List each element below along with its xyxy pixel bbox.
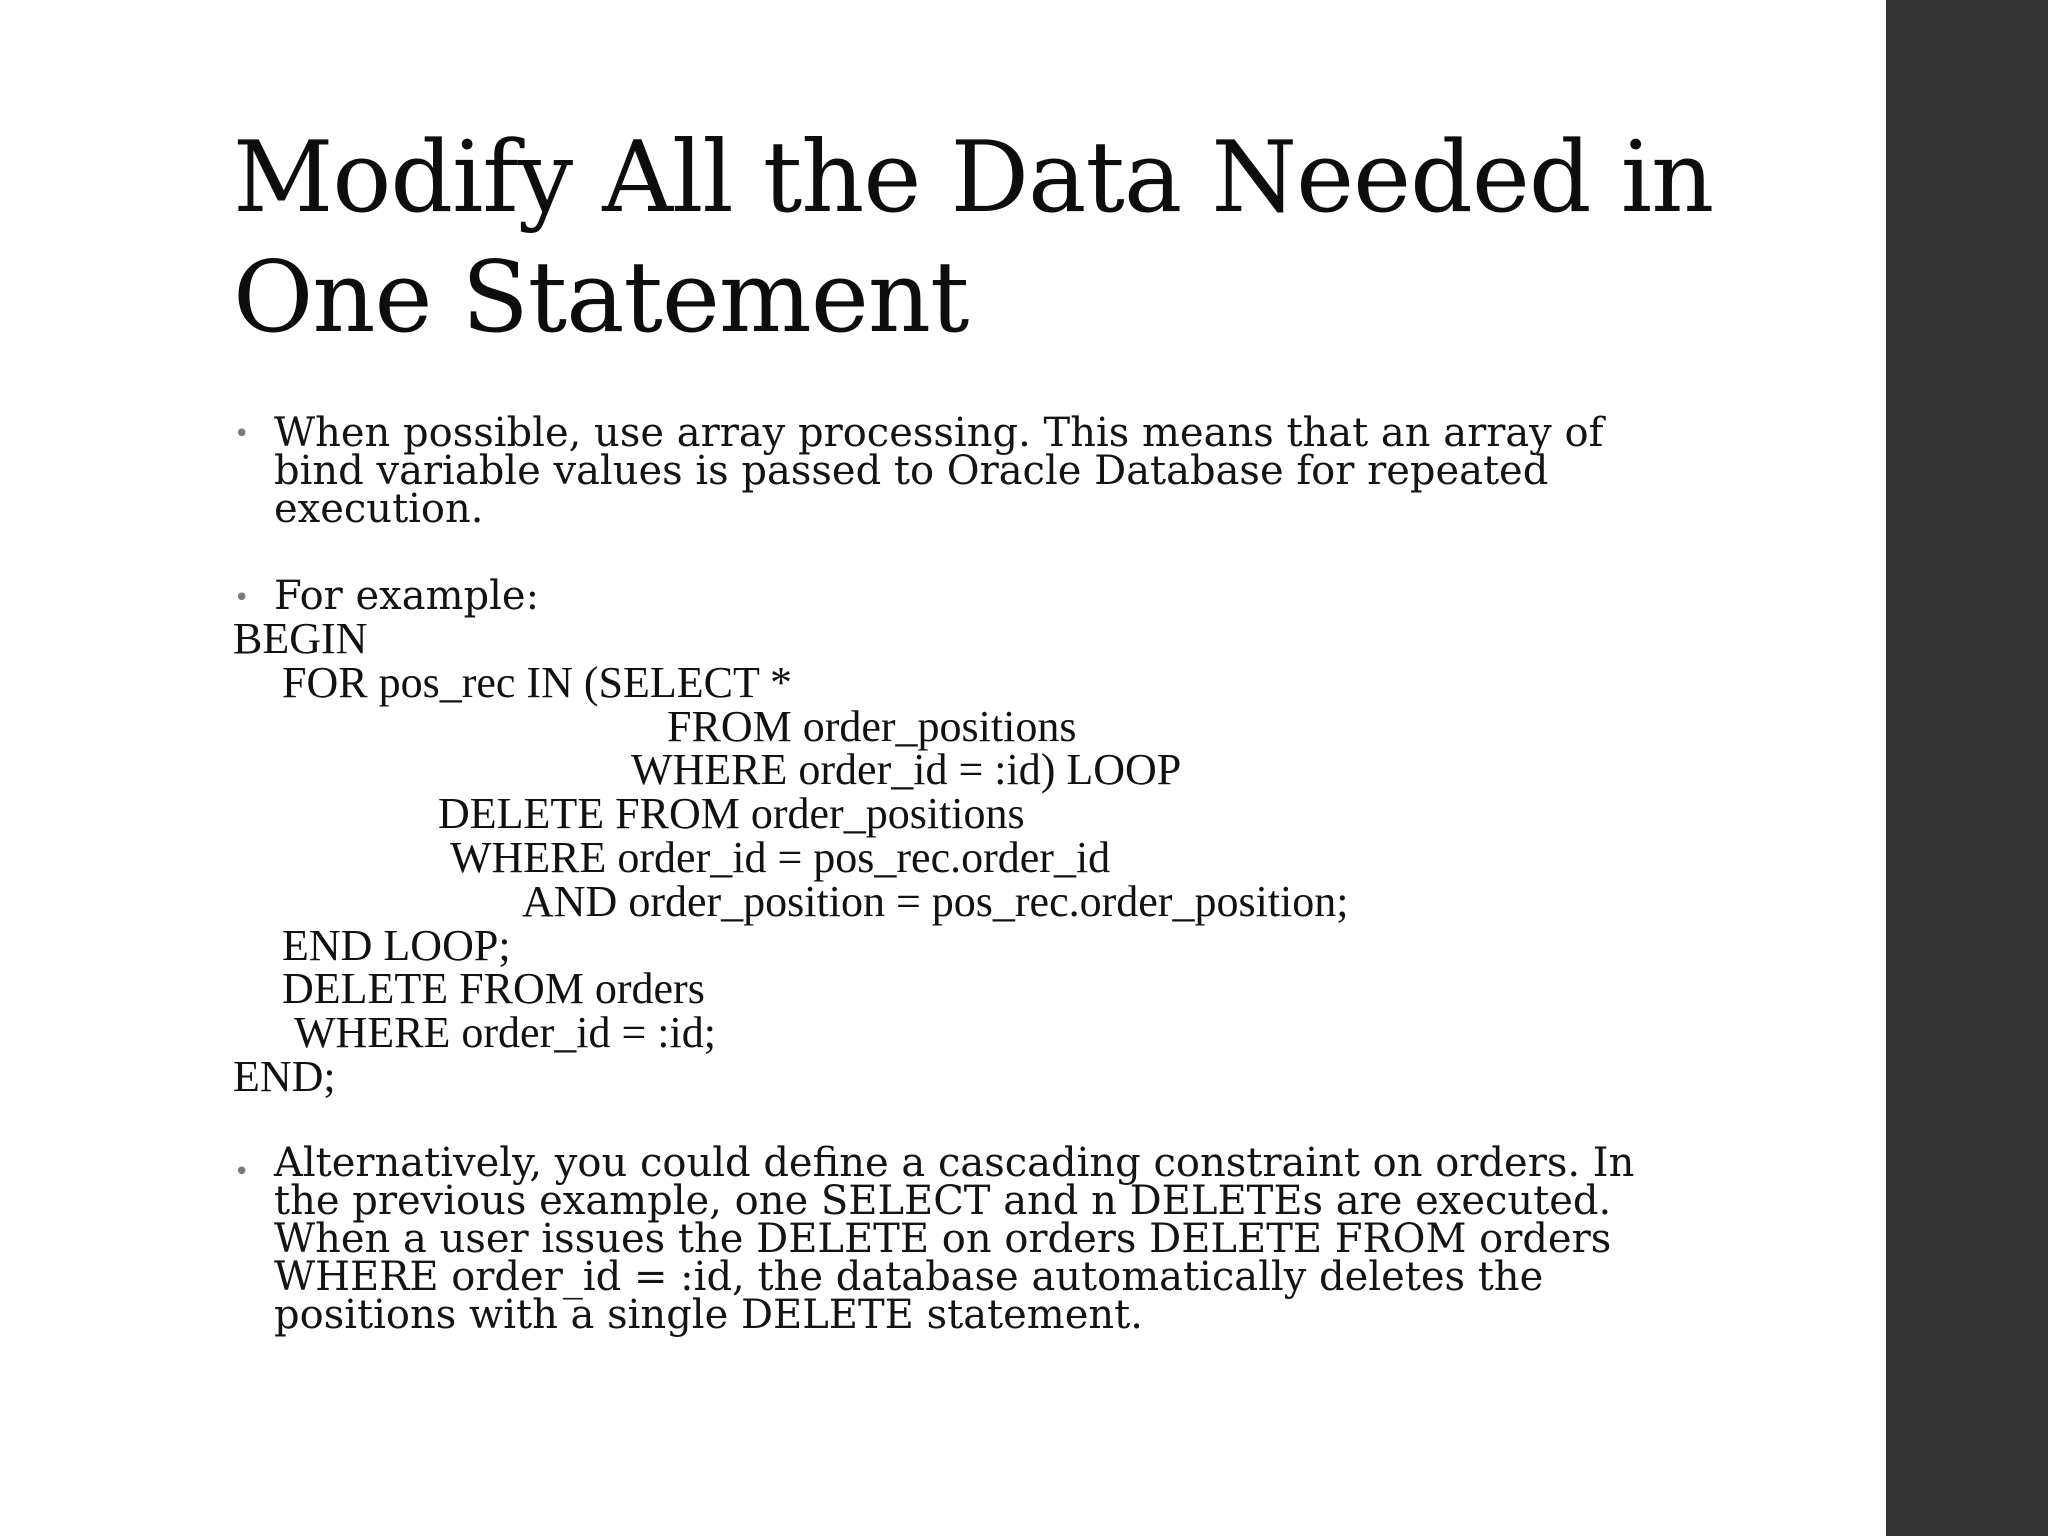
bullet-marker: • [234, 1157, 250, 1187]
slide-title [233, 118, 1853, 358]
text-line: WHERE order_id = :id, the database automatically deletes the [274, 1254, 1544, 1300]
text-line: execution. [274, 486, 484, 532]
right-sidebar-band [1886, 0, 2048, 1536]
bullet-marker: • [234, 419, 250, 449]
code-line: FOR pos_rec IN (SELECT * [282, 657, 793, 707]
bullet-text-array-processing [274, 410, 1604, 532]
text-line: bind variable values is passed to Oracle Database for repeated [274, 448, 1549, 494]
title-line-2: One Statement [233, 241, 969, 355]
code-line: FROM order_positions [667, 701, 1077, 751]
text-line: When possible, use array processing. This means that an array of [274, 410, 1604, 456]
code-line: AND order_position = pos_rec.order_position; [522, 876, 1349, 926]
code-line: END LOOP; [282, 920, 511, 970]
text-line: Alternatively, you could define a cascading constraint on orders. In [274, 1140, 1635, 1186]
title-line-1: Modify All the Data Needed in [233, 121, 1714, 235]
text-line: When a user issues the DELETE on orders DELETE FROM orders [274, 1216, 1612, 1262]
bullet-text-for-example [274, 573, 540, 619]
code-line: BEGIN [233, 614, 368, 663]
text-line: positions with a single DELETE statement. [274, 1292, 1143, 1338]
text-line: the previous example, one SELECT and n DELETEs are executed. [274, 1178, 1612, 1224]
code-line: WHERE order_id = :id) LOOP [631, 745, 1182, 795]
code-line: WHERE order_id = :id; [294, 1008, 716, 1058]
bullet-marker: • [234, 583, 250, 613]
bullet-text-cascading-constraint [274, 1140, 1635, 1338]
code-block [233, 614, 1349, 1101]
code-line: WHERE order_id = pos_rec.order_id [450, 832, 1111, 882]
code-line: END; [233, 1051, 336, 1101]
code-line: DELETE FROM orders [282, 964, 705, 1014]
code-line: DELETE FROM order_positions [438, 789, 1025, 839]
text-line: For example: [274, 573, 540, 619]
